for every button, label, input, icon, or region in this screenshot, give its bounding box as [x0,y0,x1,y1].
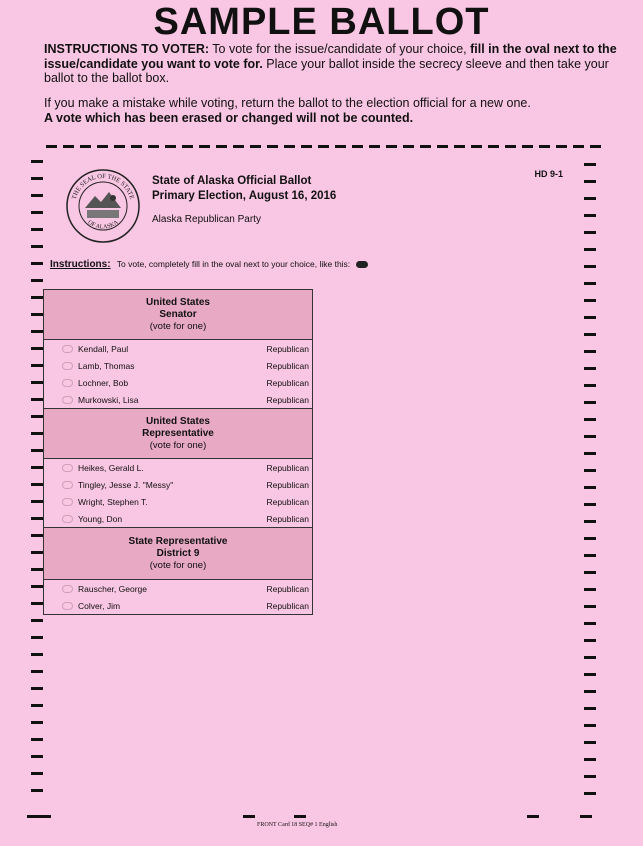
timing-mark [539,145,550,148]
vote-oval[interactable] [62,345,73,353]
warning-text: A vote which has been erased or changed will not be counted. [44,110,414,125]
vote-oval[interactable] [62,396,73,404]
candidate-name: Lochner, Bob [78,377,129,388]
timing-mark [527,815,539,818]
timing-mark [31,789,43,792]
ballot-header [152,174,336,227]
contest-title-line: Senator [159,308,197,320]
candidate-row[interactable] [44,459,312,476]
timing-mark [31,636,43,639]
vote-for-one: (vote for one) [149,439,207,451]
candidate-row[interactable] [44,580,312,597]
timing-mark [31,517,43,520]
timing-mark [590,145,601,148]
timing-mark [31,415,43,418]
timing-mark [31,551,43,554]
timing-mark [584,248,596,251]
timing-mark [584,673,596,676]
timing-mark [31,721,43,724]
candidate-party: Republican [266,360,309,371]
timing-mark [505,145,516,148]
timing-mark [580,815,592,818]
contest-title-line: United States [146,296,210,308]
candidate-name: Wright, Stephen T. [78,496,148,507]
timing-mark [31,330,43,333]
ballot-instructions-label: Instructions: [50,259,111,270]
candidate-name: Murkowski, Lisa [78,394,139,405]
timing-mark [250,145,261,148]
timing-mark [584,639,596,642]
candidate-list [44,459,312,528]
timing-mark [454,145,465,148]
timing-mark [318,145,329,148]
timing-mark [584,503,596,506]
candidate-name: Young, Don [78,513,123,524]
timing-mark [437,145,448,148]
timing-mark [488,145,499,148]
timing-mark [31,398,43,401]
candidate-row[interactable] [44,374,312,391]
timing-mark [584,180,596,183]
timing-mark [584,724,596,727]
timing-mark [31,228,43,231]
timing-mark [31,245,43,248]
timing-mark [31,211,43,214]
timing-mark [31,194,43,197]
timing-mark [31,534,43,537]
timing-mark [584,282,596,285]
timing-mark [584,605,596,608]
candidate-party: Republican [266,479,309,490]
timing-mark [31,772,43,775]
timing-mark [182,145,193,148]
timing-mark [31,670,43,673]
timing-mark [369,145,380,148]
contest-title-line: District 9 [156,547,200,559]
timing-mark [31,738,43,741]
vote-oval[interactable] [62,464,73,472]
timing-mark [584,792,596,795]
timing-mark [420,145,431,148]
contest-title-line: United States [146,415,210,427]
footer-text: FRONT Card 18 SEQ# 1 English [257,822,338,828]
timing-mark [403,145,414,148]
candidate-party: Republican [266,513,309,524]
timing-mark [31,313,43,316]
timing-mark [80,145,91,148]
candidate-name: Tingley, Jesse J. "Messy" [78,479,174,490]
vote-oval[interactable] [62,481,73,489]
timing-mark [584,622,596,625]
mistake-text: If you make a mistake while voting, return the ballot to the election official for a new one. [44,96,531,110]
contest-title-line: State Representative [128,535,228,547]
timing-mark [97,145,108,148]
timing-mark [31,500,43,503]
timing-mark [584,758,596,761]
candidate-row[interactable] [44,510,312,527]
candidate-party: Republican [266,377,309,388]
timing-mark [46,145,57,148]
timing-mark [31,262,43,265]
timing-mark [31,704,43,707]
timing-mark [573,145,584,148]
timing-mark [27,815,51,818]
candidate-party: Republican [266,496,309,507]
timing-mark [31,449,43,452]
timing-mark [294,815,306,818]
timing-mark [243,815,255,818]
candidate-list [44,580,312,615]
timing-mark [63,145,74,148]
election-name: Primary Election, August 16, 2016 [152,190,337,202]
timing-mark [584,163,596,166]
timing-mark [584,741,596,744]
candidate-row[interactable] [44,357,312,374]
filled-oval-icon [356,261,368,268]
candidate-party: Republican [266,343,309,354]
timing-mark [584,690,596,693]
timing-mark [267,145,278,148]
vote-oval[interactable] [62,585,73,593]
candidate-party: Republican [266,583,309,594]
timing-mark [31,177,43,180]
instructions-part1: To vote for the issue/candidate of your choice, [209,42,471,56]
vote-oval[interactable] [62,362,73,370]
timing-mark [556,145,567,148]
timing-mark [216,145,227,148]
timing-mark [31,381,43,384]
timing-mark [584,214,596,217]
timing-mark [31,364,43,367]
vote-for-one: (vote for one) [149,320,207,332]
contest-header [44,528,312,580]
candidate-row[interactable] [44,493,312,510]
party-name: Alaska Republican Party [152,214,261,225]
timing-mark [584,401,596,404]
contest-list [43,289,313,615]
instructions-label: INSTRUCTIONS TO VOTER: [44,42,210,56]
vote-oval[interactable] [62,602,73,610]
timing-mark [471,145,482,148]
timing-mark [584,452,596,455]
timing-mark [584,707,596,710]
timing-mark [114,145,125,148]
mistake-instructions [44,96,624,125]
timing-mark [584,656,596,659]
timing-mark [584,571,596,574]
timing-mark [584,384,596,387]
timing-mark [233,145,244,148]
contest-header [44,290,312,340]
timing-mark [301,145,312,148]
contest-header [44,409,312,459]
timing-mark [31,160,43,163]
candidate-party: Republican [266,462,309,473]
timing-mark [352,145,363,148]
candidate-party: Republican [266,394,309,405]
state-seal-icon [65,168,141,244]
candidate-name: Heikes, Gerald L. [78,462,144,473]
candidate-row[interactable] [44,597,312,614]
timing-mark [584,418,596,421]
timing-mark [584,435,596,438]
candidate-name: Colver, Jim [78,600,121,611]
instructions-part2: Place your ballot inside the secrecy sleeve and then take your ballot to the ballot box. [44,56,609,85]
timing-mark [31,602,43,605]
timing-mark [584,537,596,540]
timing-mark [584,231,596,234]
timing-mark [584,265,596,268]
timing-mark [584,486,596,489]
timing-mark [584,520,596,523]
timing-mark [31,653,43,656]
timing-mark [584,197,596,200]
ballot-code: HD 9-1 [534,169,563,179]
candidate-list [44,340,312,409]
seal-top-text: THE SEAL OF THE STATE [70,172,136,201]
timing-mark [584,469,596,472]
timing-mark [584,554,596,557]
timing-mark [284,145,295,148]
timing-mark [584,350,596,353]
ballot-title: State of Alaska Official Ballot [152,175,312,187]
timing-mark [31,755,43,758]
ballot-instructions-text: To vote, completely fill in the oval next to your choice, like this: [116,259,351,269]
timing-mark [165,145,176,148]
page-title: SAMPLE BALLOT [153,1,490,43]
svg-text:OF ALASKA [86,219,120,230]
timing-mark [31,619,43,622]
timing-mark [522,145,533,148]
timing-mark [199,145,210,148]
timing-mark [131,145,142,148]
timing-mark [31,483,43,486]
vote-oval[interactable] [62,498,73,506]
voter-instructions [44,42,624,86]
timing-mark [584,367,596,370]
vote-for-one: (vote for one) [149,559,207,571]
timing-mark [31,568,43,571]
timing-mark [386,145,397,148]
timing-mark [584,775,596,778]
instructions-part1-bold: fill in the oval next to the issue/candidate you want to vote for. [44,42,617,71]
timing-mark [31,466,43,469]
timing-mark [584,316,596,319]
timing-mark [31,279,43,282]
vote-oval[interactable] [62,515,73,523]
candidate-row[interactable] [44,391,312,408]
timing-mark [31,585,43,588]
timing-mark [584,588,596,591]
candidate-name: Lamb, Thomas [78,360,135,371]
vote-oval[interactable] [62,379,73,387]
candidate-party: Republican [266,600,309,611]
timing-mark [31,432,43,435]
timing-mark [335,145,346,148]
timing-mark [584,299,596,302]
ballot-instructions [50,259,368,270]
timing-mark [31,687,43,690]
candidate-name: Rauscher, George [78,583,147,594]
candidate-name: Kendall, Paul [78,343,129,354]
seal-bottom-text: OF ALASKA [86,219,120,231]
contest-title-line: Representative [142,427,214,439]
timing-mark [31,347,43,350]
timing-mark [584,333,596,336]
candidate-row[interactable] [44,340,312,357]
timing-mark [148,145,159,148]
timing-mark [31,296,43,299]
candidate-row[interactable] [44,476,312,493]
